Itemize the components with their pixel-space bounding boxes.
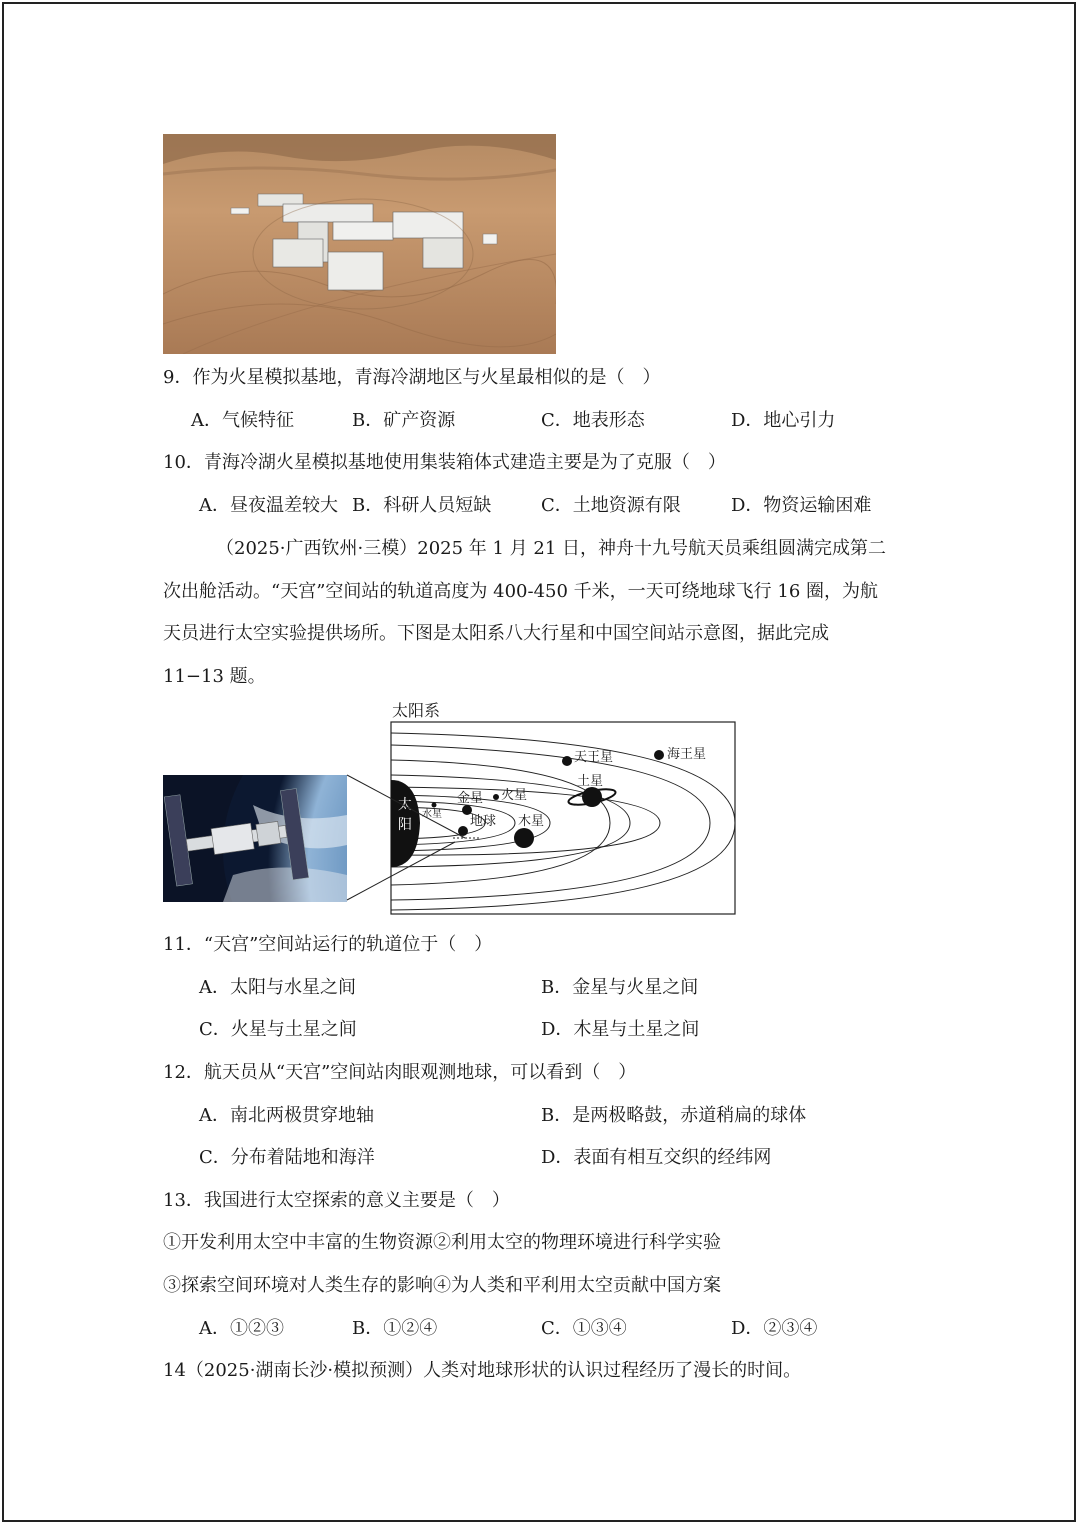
uranus-label: 天王星: [574, 750, 614, 765]
sun-label-2: 阳: [398, 817, 412, 833]
q12-option-b[interactable]: B．是两极略鼓，赤道稍扁的球体: [541, 1105, 807, 1126]
mercury-label: 水星: [422, 809, 442, 820]
q13-statements-1: ①开发利用太空中丰富的生物资源②利用太空的物理环境进行科学实验: [163, 1232, 721, 1253]
neptune: [654, 750, 664, 760]
jupiter-label: 木星: [518, 814, 545, 829]
q11-option-c[interactable]: C．火星与土星之间: [199, 1019, 357, 1040]
q9-option-c[interactable]: C．地表形态: [541, 410, 645, 431]
question-14-stem: 14（2025·湖南长沙·模拟预测）人类对地球形状的认识过程经历了漫长的时间。: [163, 1360, 802, 1381]
diagram-title: 太阳系: [392, 701, 441, 720]
q11-option-d[interactable]: D．木星与土星之间: [541, 1019, 700, 1040]
passage-line-3: 天员进行太空实验提供场所。下图是太阳系八大行星和中国空间站示意图，据此完成: [163, 623, 829, 644]
q10-option-a[interactable]: A．昼夜温差较大: [199, 495, 338, 516]
jupiter: [514, 828, 534, 848]
q9-option-d[interactable]: D．地心引力: [731, 410, 836, 431]
question-11-stem: 11．“天宫”空间站运行的轨道位于（ ）: [163, 934, 493, 955]
q13-option-c[interactable]: C．①③④: [541, 1318, 627, 1339]
sun-label-1: 太: [398, 797, 412, 813]
venus-label: 金星: [457, 791, 484, 806]
q12-option-c[interactable]: C．分布着陆地和海洋: [199, 1147, 375, 1168]
saturn: [582, 787, 602, 807]
passage-line-2: 次出舱活动。“天宫”空间站的轨道高度为 400-450 千米，一天可绕地球飞行 16 圈，为航: [163, 581, 878, 602]
q11-option-a[interactable]: A．太阳与水星之间: [199, 977, 356, 998]
q9-option-b[interactable]: B．矿产资源: [352, 410, 456, 431]
q11-option-b[interactable]: B．金星与火星之间: [541, 977, 699, 998]
question-9-stem: 9．作为火星模拟基地，青海冷湖地区与火星最相似的是（ ）: [163, 367, 661, 388]
q13-option-b[interactable]: B．①②④: [352, 1318, 438, 1339]
uranus: [562, 756, 572, 766]
mars-label: 火星: [501, 788, 528, 803]
passage-line-1: （2025·广西钦州·三模）2025 年 1 月 21 日，神舟十九号航天员乘组圆满完成第二: [216, 538, 887, 559]
q13-statements-2: ③探索空间环境对人类生存的影响④为人类和平利用太空贡献中国方案: [163, 1275, 721, 1296]
question-13-stem: 13．我国进行太空探索的意义主要是（ ）: [163, 1190, 510, 1211]
q13-option-a[interactable]: A．①②③: [199, 1318, 284, 1339]
passage-line-4: 11−13 题。: [163, 666, 266, 687]
q10-option-c[interactable]: C．土地资源有限: [541, 495, 681, 516]
mars: [493, 794, 499, 800]
connector-lines: [340, 770, 470, 910]
q9-option-a[interactable]: A．气候特征: [191, 410, 294, 431]
q13-option-d[interactable]: D．②③④: [731, 1318, 818, 1339]
question-10-stem: 10．青海冷湖火星模拟基地使用集装箱体式建造主要是为了克服（ ）: [163, 452, 726, 473]
q12-option-d[interactable]: D．表面有相互交织的经纬网: [541, 1147, 772, 1168]
q10-option-b[interactable]: B．科研人员短缺: [352, 495, 492, 516]
saturn-label: 土星: [577, 774, 604, 789]
neptune-label: 海王星: [667, 747, 707, 762]
space-station-photo: [163, 775, 347, 902]
earth-label: 地球: [470, 814, 497, 829]
mars-base-photo: [163, 134, 556, 354]
q12-option-a[interactable]: A．南北两极贯穿地轴: [199, 1105, 374, 1126]
q10-option-d[interactable]: D．物资运输困难: [731, 495, 872, 516]
question-12-stem: 12．航天员从“天宫”空间站肉眼观测地球，可以看到（ ）: [163, 1062, 637, 1083]
